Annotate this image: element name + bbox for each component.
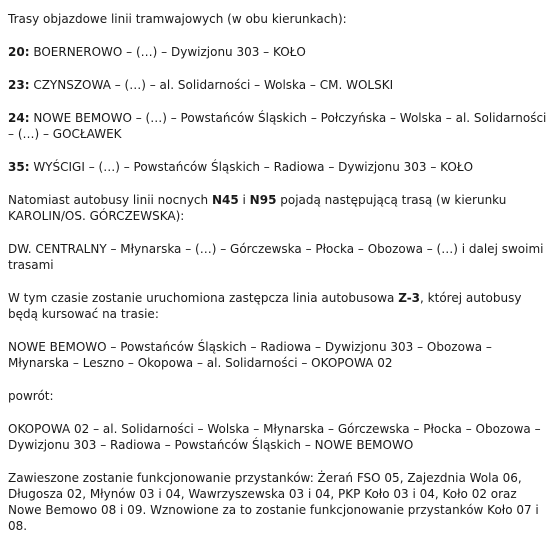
return-route-paragraph: OKOPOWA 02 – al. Solidarności – Wolska – Młynarska – Górczewska – Płocka – Obozowa – Dywizjonu 303 – Radiowa – Powstańców Śląskich – NOWE BEMOWO <box>8 422 541 452</box>
return-label: powrót: <box>8 389 54 403</box>
replacement-line-z3: Z-3 <box>398 291 421 305</box>
night-line-n95: N95 <box>249 193 277 207</box>
intro-paragraph: Trasy objazdowe linii tramwajowych (w obu kierunkach): <box>8 12 347 26</box>
article-body <box>8 11 548 551</box>
route-line-20 <box>8 44 548 60</box>
route-number: 24: <box>8 111 30 125</box>
night-buses-mid: i <box>238 193 250 207</box>
night-line-n45: N45 <box>211 193 239 207</box>
night-buses-pre: Natomiast autobusy linii nocnych <box>8 193 212 207</box>
route-number: 35: <box>8 160 30 174</box>
replacement-route-paragraph: NOWE BEMOWO – Powstańców Śląskich – Radiowa – Dywizjonu 303 – Obozowa – Młynarska – Leszno – Okopowa – al. Solidarności – OKOPOWA 02 <box>8 340 492 370</box>
night-buses-paragraph <box>8 192 548 224</box>
night-route-paragraph: DW. CENTRALNY – Młynarska – (…) – Górczewska – Płocka – Obozowa – (…) i dalej swoimi trasami <box>8 242 544 272</box>
replacement-paragraph <box>8 290 548 322</box>
replacement-post: , której autobusy będą kursować na trasie: <box>8 291 522 321</box>
route-number: 23: <box>8 78 30 92</box>
route-number: 20: <box>8 45 30 59</box>
suspended-stops-paragraph: Zawieszone zostanie funkcjonowanie przystanków: Żerań FSO 05, Zajezdnia Wola 06, Długosza 02, Młynów 03 i 04, Wawrzyszewska 03 i 04, PKP Koło 03 i 04, Koło 02 oraz Nowe Bemowo 08 i 09. Wznowione za to zostanie funkcjonowanie przystanków Koło 07 i 08. <box>8 471 539 533</box>
night-buses-post: pojadą następującą trasą (w kierunku KAROLIN/OS. GÓRCZEWSKA): <box>8 193 507 223</box>
route-line-23 <box>8 77 548 93</box>
route-line-24 <box>8 110 548 142</box>
replacement-pre: W tym czasie zostanie uruchomiona zastępcza linia autobusowa <box>8 291 399 305</box>
route-description: CZYNSZOWA – (…) – al. Solidarności – Wolska – CM. WOLSKI <box>29 78 394 92</box>
route-description: WYŚCIGI – (…) – Powstańców Śląskich – Radiowa – Dywizjonu 303 – KOŁO <box>29 160 474 174</box>
route-line-35 <box>8 159 548 175</box>
route-description: NOWE BEMOWO – (…) – Powstańców Śląskich – Połczyńska – Wolska – al. Solidarności – (…) – GOCŁAWEK <box>8 111 547 141</box>
route-description: BOERNEROWO – (…) – Dywizjonu 303 – KOŁO <box>29 45 306 59</box>
